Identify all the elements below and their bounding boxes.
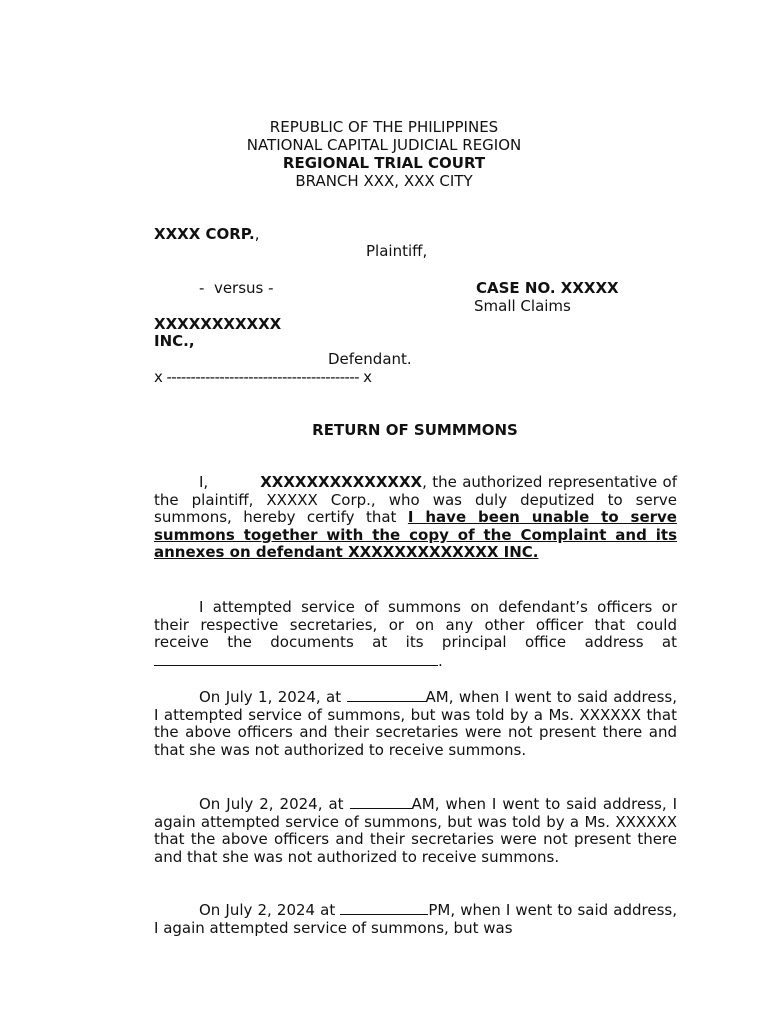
header-republic: REPUBLIC OF THE PHILIPPINES	[269, 118, 499, 136]
versus-label: - versus -	[199, 279, 274, 297]
plaintiff-label: Plaintiff,	[366, 242, 428, 260]
address-blank	[154, 652, 438, 666]
time-blank-july-2-am	[350, 795, 412, 809]
plaintiff-name: XXXX CORP.,	[154, 225, 260, 243]
header-court: REGIONAL TRIAL COURT	[282, 154, 486, 172]
case-number: CASE NO. XXXXX	[476, 279, 619, 297]
case-type: Small Claims	[474, 297, 571, 315]
paragraph-certification: I, XXXXXXXXXXXXXX, the authorized representative of the plaintiff, XXXXX Corp., who was duly deputized to serve summons, hereby certify that I have been unable to serve summons together with the copy of the Complaint and its annexes on defendant XXXXXXXXXXXXX INC.	[154, 473, 677, 562]
defendant-label: Defendant.	[328, 350, 412, 368]
caption-separator: x ---------------------------------------- x	[154, 368, 372, 386]
paragraph-july-2-am: On July 2, 2024, at AM, when I went to said address, I again attempted service of summons, but was told by a Ms. XXXXXX that the above officers and their secretaries were not present there and that she was not authorized to receive summons.	[154, 795, 677, 866]
court-header	[0, 118, 768, 190]
paragraph-july-2-pm: On July 2, 2024 at PM, when I went to said address, I again attempted service of summons, but was	[154, 901, 677, 937]
representative-name: XXXXXXXXXXXXXX	[260, 473, 423, 491]
time-blank-july-2-pm	[340, 901, 428, 915]
document-title: RETURN OF SUMMMONS	[312, 421, 518, 439]
header-branch: BRANCH XXX, XXX CITY	[295, 172, 473, 190]
certification-statement: I have been unable to serve summons together with the copy of the Complaint and its annexes on defendant XXXXXXXXXXXXX INC.	[154, 508, 677, 562]
defendant-name-line2: INC.,	[154, 332, 195, 350]
defendant-name-line1: XXXXXXXXXXX	[154, 315, 282, 333]
paragraph-attempted-service: I attempted service of summons on defendant’s officers or their respective secretaries, or on any other officer that could receive the documents at its principal office address at .	[154, 598, 677, 670]
paragraph-july-1: On July 1, 2024, at AM, when I went to said address, I attempted service of summons, but was told by a Ms. XXXXXX that the above officers and their secretaries were not present there and that she was not authorized to receive summons.	[154, 688, 677, 759]
header-region: NATIONAL CAPITAL JUDICIAL REGION	[246, 136, 522, 154]
time-blank-july-1	[347, 688, 426, 702]
